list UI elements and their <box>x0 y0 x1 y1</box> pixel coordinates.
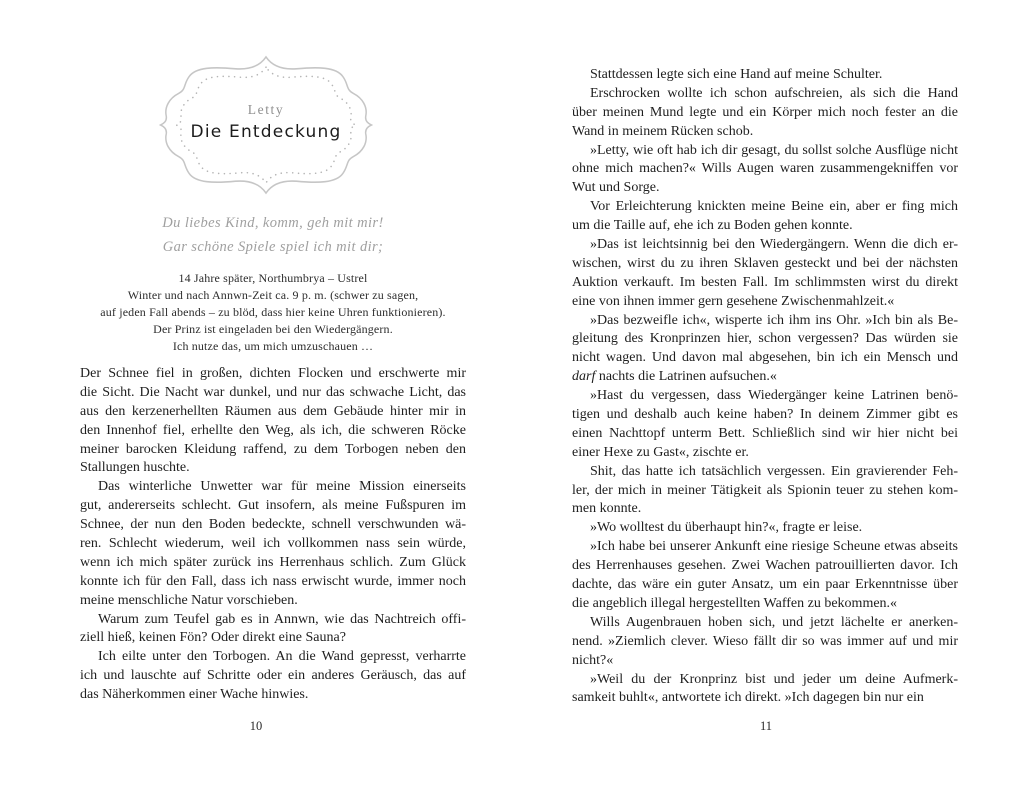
scene-note-line: Der Prinz ist eingeladen bei den Wiedergängern. <box>153 322 393 336</box>
body-text-line: um die Taille auf, ehe ich zu Boden gehen konnte. <box>572 218 853 234</box>
page-number-right: 11 <box>759 719 773 733</box>
emphasized-word: darf <box>572 369 596 385</box>
body-text-line: ich und lauschte auf Schritte oder ein anderes Geräusch, das auf <box>80 668 466 684</box>
body-text-line: meiner barocken Kleidung raffend, zu dem Torbogen neben den <box>80 441 466 457</box>
text-segment: nachts die Latrinen aufsuchen.« <box>595 369 777 385</box>
body-text-line: men konnte. <box>572 501 642 517</box>
body-text-line: nend. »Ziemlich clever. Wieso fällt dir so was immer auf und mir <box>572 633 958 649</box>
body-text-line: tigen und deshalb auch keine haben? In deinem Zimmer gibt es <box>572 407 958 423</box>
epigraph-line: Du liebes Kind, komm, geh mit mir! <box>162 215 384 231</box>
body-text-line: ler, der mich in meiner Tätigkeit als Spionin teuer zu stehen kom- <box>572 482 958 498</box>
body-text-line: dachte, das wäre ein guter Ansatz, um ein paar Erkenntnisse über <box>572 577 958 593</box>
scene-note-line: auf jeden Fall abends – zu blöd, dass hier keine Uhren funktionieren). <box>100 305 446 319</box>
body-text-line: samkeit buhlt«, antwortete ich direkt. »Ich dagegen bin nur ein <box>572 690 924 706</box>
body-text-left-page <box>80 365 466 705</box>
body-text-line: »Wo wolltest du überhaupt hin?«, fragte er leise. <box>590 520 863 536</box>
chapter-pov-name: Letty <box>247 102 285 117</box>
body-text-line: Ich eilte unter den Torbogen. An die Wand gepresst, verharrte <box>98 649 466 665</box>
body-text-line: nicht wagen. Und davon mal abgesehen, bin ich ein Mensch und <box>572 350 958 366</box>
body-text-line: Wills Augenbrauen hoben sich, und jetzt lächelte er anerken- <box>590 614 958 630</box>
body-text-line: »Letty, wie oft hab ich dir gesagt, du sollst solche Ausflüge nicht <box>590 142 958 158</box>
body-text-line: aus den kerzenerhellten Räumen aus dem Gebäude hinter mir in <box>80 403 466 419</box>
epigraph <box>80 212 466 259</box>
body-text-line: Shit, das hatte ich tatsächlich vergessen. Ein gravierender Feh- <box>590 463 958 479</box>
body-text-line: nicht?« <box>572 652 614 668</box>
body-text-line: einer Hexe zu Gast«, zischte er. <box>572 444 749 460</box>
body-text-line: Wut und Sorge. <box>572 180 660 196</box>
body-text-line: einen Nachttopf unterm Bett. Schließlich sind wir hier nicht bei <box>572 425 958 441</box>
body-text-line: ziell hieß, keinen Fön? Oder direkt eine Sauna? <box>80 630 346 646</box>
chapter-title: Die Entdeckung <box>190 122 342 142</box>
body-text-line: Wand in meinem Rücken schob. <box>572 123 754 139</box>
body-text-line: wischen, wirst du zu ihren Sklaven gesteckt und bei der nächsten <box>572 255 958 271</box>
body-text-line: »Ich habe bei unserer Ankunft eine riesige Scheune etwas abseits <box>590 539 958 555</box>
chapter-ornament-frame <box>152 54 380 196</box>
body-text-line: Stallungen huschte. <box>80 460 190 476</box>
body-text-line: Vor Erleichterung knickten meine Beine ein, aber er fing mich <box>590 199 958 215</box>
body-text-line: »Das bezweifle ich«, wisperte ich ihm ins Ohr. »Ich bin als Be- <box>590 312 958 328</box>
body-text-line: meine menschliche Natur vorschieben. <box>80 592 298 608</box>
body-text-line: Stattdessen legte sich eine Hand auf meine Schulter. <box>590 67 883 82</box>
body-text-line: »Weil du der Kronprinz bist und jeder um deine Aufmerk- <box>590 671 958 687</box>
body-text-line: Auktion verkauft. Im besten Fall. Im schlimmsten wirst du direkt <box>572 274 958 290</box>
body-text-line: gut, andererseits schlecht. Gut insofern, als meine Fußspuren im <box>80 498 466 514</box>
body-text-line: ohne mich machen?« Wills Augen waren zusammengekniffen vor <box>572 161 958 177</box>
body-text-line: ren. Schlecht wiederum, weil ich vollkommen nass sein würde, <box>80 536 466 552</box>
body-text-line: eine von ihnen immer gern gesehene Zwischenmahlzeit.« <box>572 293 895 309</box>
body-text-line: die angeblich illegal hergestellten Waffen zu bekommen.« <box>572 595 898 611</box>
body-text-line: gleitung des Kronprinzen hier, schon vergessen? Das würden sie <box>572 331 958 347</box>
scene-note-line: Ich nutze das, um mich umzuschauen … <box>172 339 374 353</box>
body-text-line: Schnee, der nun den Boden bedeckte, schnell verschwunden wä- <box>80 517 466 533</box>
body-text-line: »Das ist leichtsinnig bei den Wiedergängern. Wenn die dich er- <box>590 237 958 253</box>
body-text-line: »Hast du vergessen, dass Wiedergänger keine Latrinen benö- <box>590 388 958 404</box>
body-text-line: wenn ich mich später zurück ins Herrenhaus schlich. Zum Glück <box>80 554 466 570</box>
scene-note-line: Winter und nach Annwn-Zeit ca. 9 p. m. (schwer zu sagen, <box>127 288 419 302</box>
scene-note <box>62 270 484 355</box>
body-text-line: Der Schnee fiel in großen, dichten Flocken und erschwerte mir <box>80 366 466 381</box>
body-text-right-page <box>572 66 958 708</box>
body-text-line <box>572 368 958 387</box>
page-number-left: 10 <box>249 719 263 733</box>
body-text-line: den Innenhof fiel, erhellte den Weg, als ich, die schweren Röcke <box>80 422 466 438</box>
body-text-line: des Herrenhauses gesehen. Zwei Wachen patrouillierten davor. Ich <box>572 558 958 574</box>
body-text-line: Erschrocken wollte ich schon aufschreien, als sich die Hand <box>590 85 958 101</box>
body-text-line: über meinen Mund legte und ein Körper mich noch fester an die <box>572 104 958 120</box>
body-text-line: das Näherkommen einer Wache hinwies. <box>80 687 309 703</box>
body-text-line: Das winterliche Unwetter war für meine Mission einerseits <box>98 479 466 495</box>
epigraph-line: Gar schöne Spiele spiel ich mit dir; <box>162 238 384 255</box>
body-text-line: konnte ich für den Fall, dass ich nass erwischt wurde, immer noch <box>80 573 466 589</box>
body-text-line: Warum zum Teufel gab es in Annwn, wie das Nachtreich offi- <box>98 611 466 627</box>
body-text-line: die Sicht. Die Nacht war dunkel, und nur das schwache Licht, das <box>80 384 466 400</box>
scene-note-line: 14 Jahre später, Northumbrya – Ustrel <box>178 271 368 285</box>
